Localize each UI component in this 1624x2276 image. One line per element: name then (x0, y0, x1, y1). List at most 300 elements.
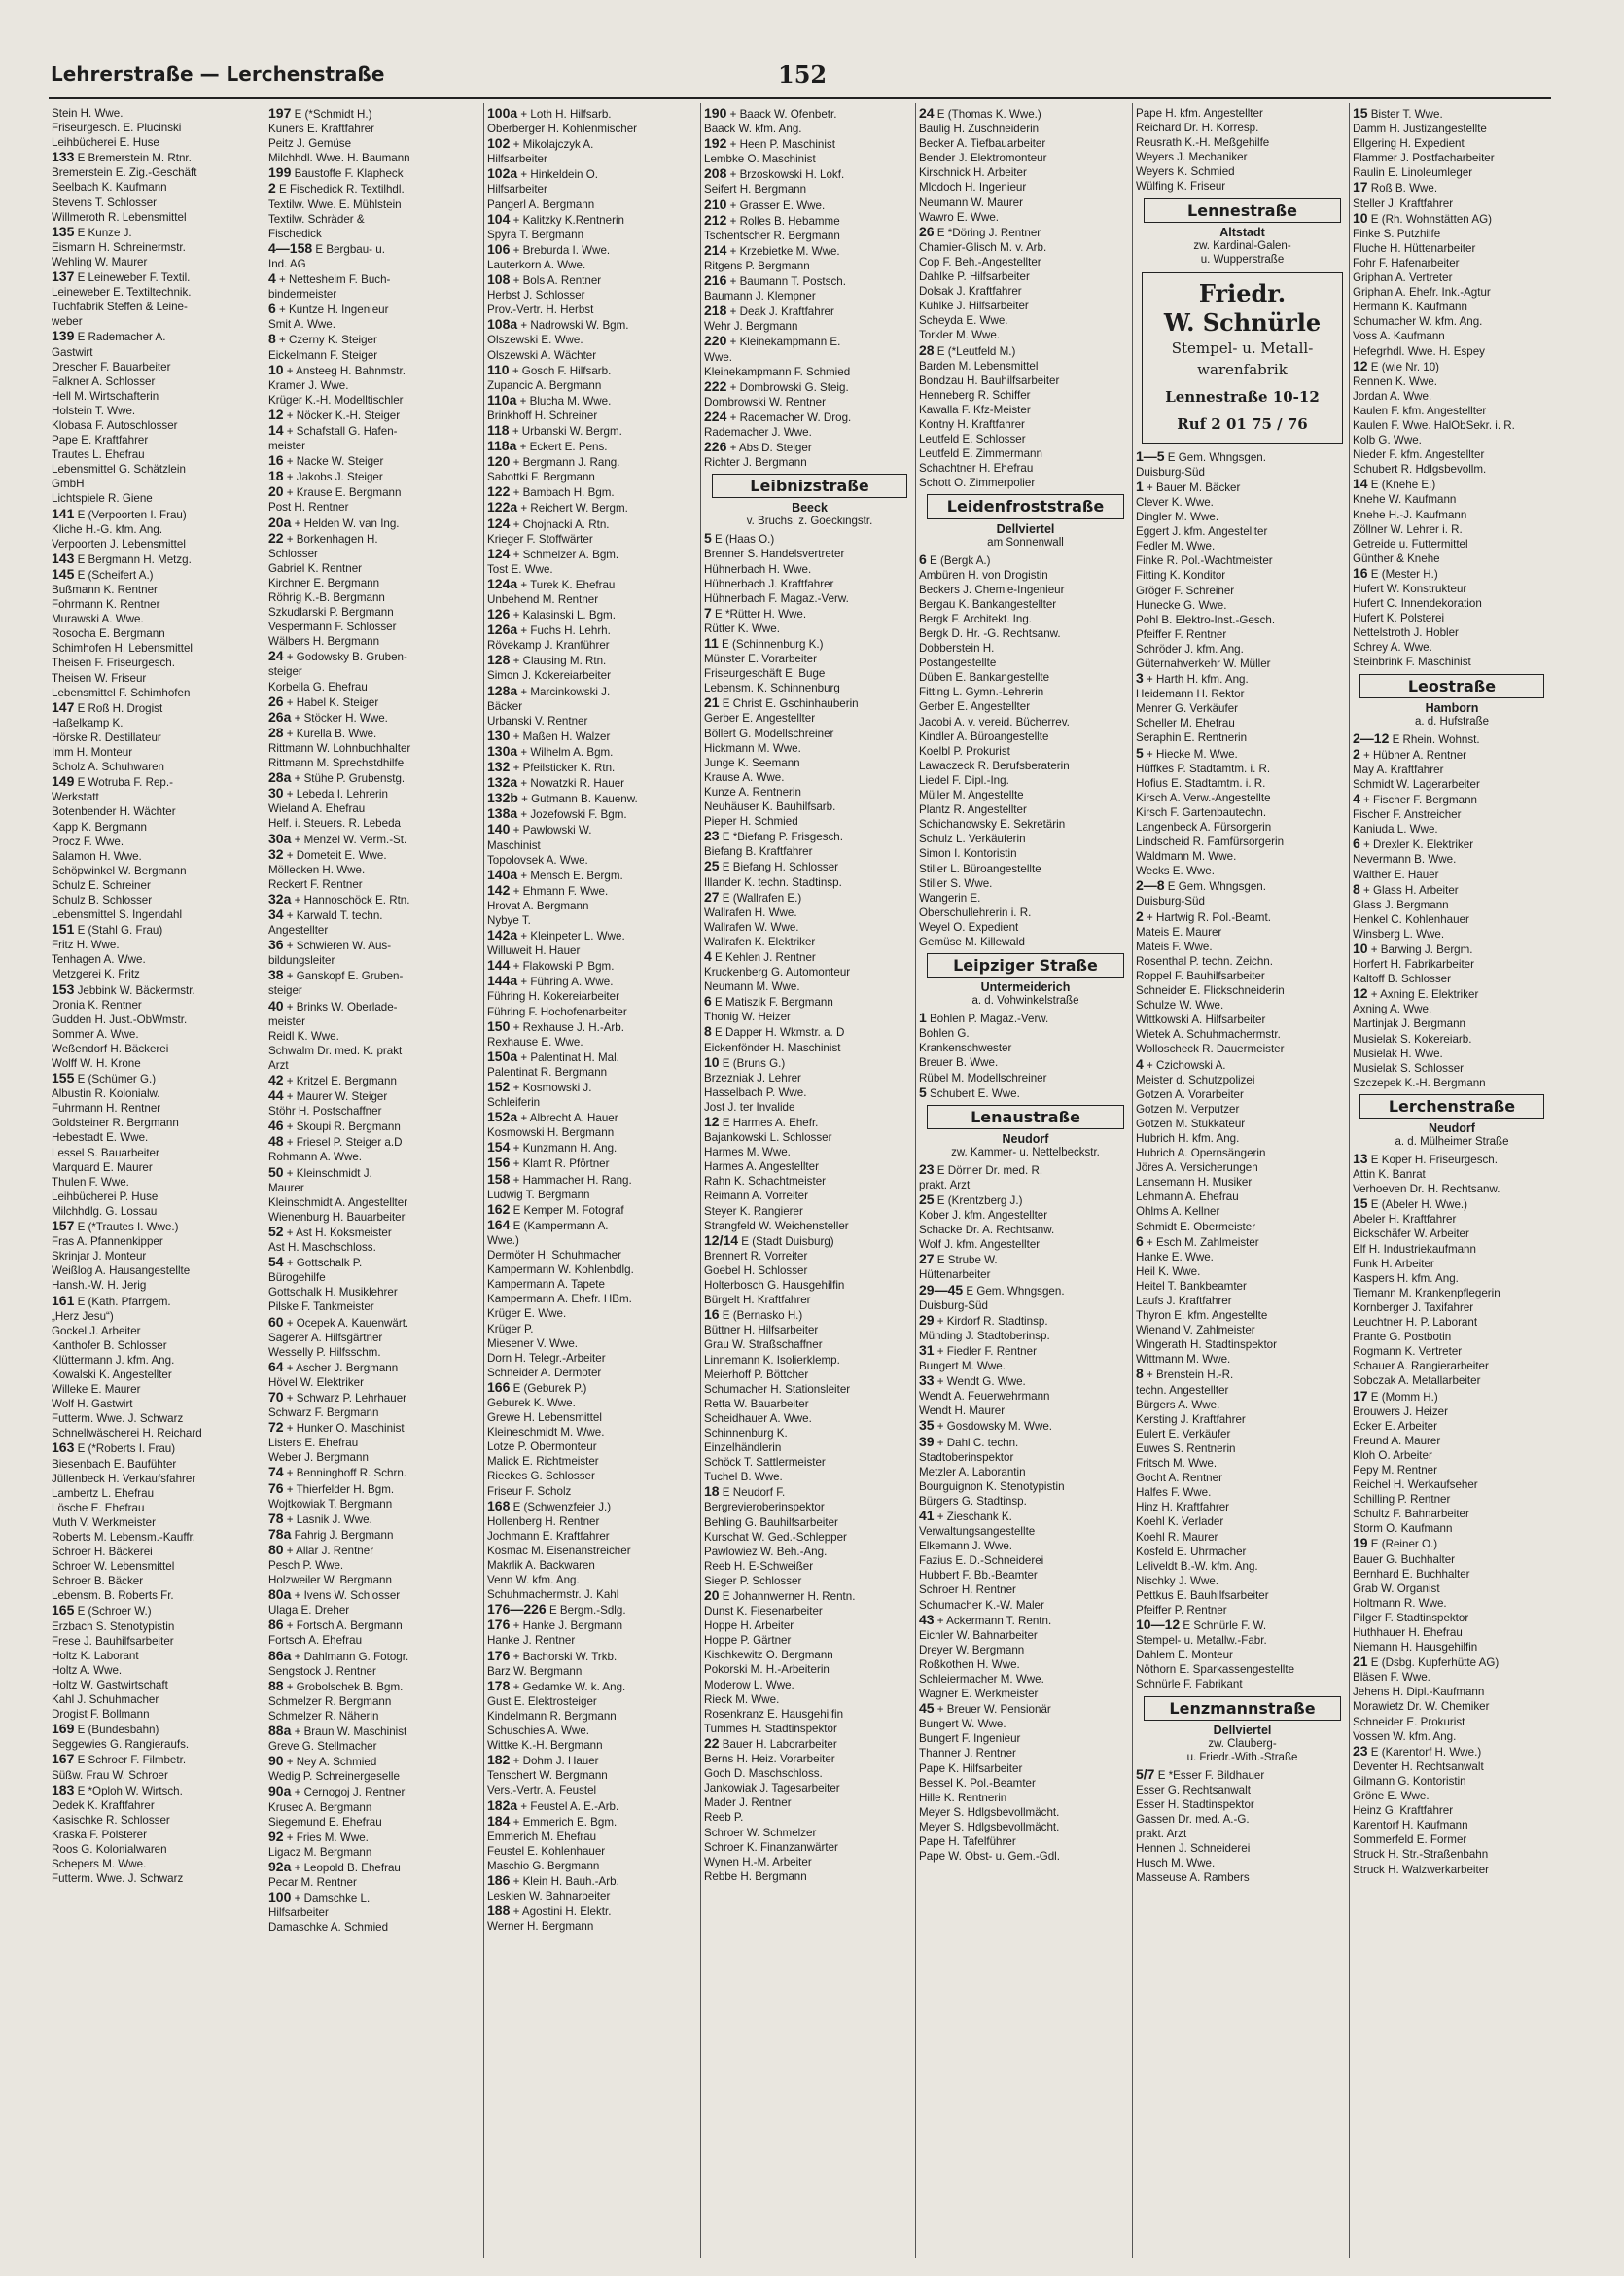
directory-entry: Hoppe P. Gärtner (704, 1634, 792, 1648)
street-heading: Lenaustraße (927, 1105, 1124, 1129)
directory-entry: Pape K. Hilfsarbeiter (919, 1761, 1023, 1775)
directory-entry: Wwe. (704, 350, 732, 364)
directory-entry: 32 + Dometeit E. Wwe. (268, 846, 387, 862)
directory-entry: Willmeroth R. Lebensmittel (52, 210, 187, 224)
directory-entry: Elf H. Industriekaufmann (1353, 1242, 1476, 1256)
directory-entry: Stöhr H. Postschaffner (268, 1105, 382, 1119)
directory-entry: 106 + Breburda I. Wwe. (487, 241, 611, 257)
directory-entry: Sengstock J. Rentner (268, 1664, 376, 1678)
directory-entry: Fritz H. Wwe. (52, 939, 120, 952)
street-section (919, 1105, 1132, 1865)
directory-entry: Hebestadt E. Wwe. (52, 1131, 149, 1145)
directory-entry: Stiller L. Büroangestellte (919, 862, 1041, 875)
street-bounds: u. Friedr.-With.-Straße (1186, 1751, 1298, 1763)
directory-entry: 5 E (Haas O.) (704, 531, 775, 547)
directory-entry: 23 E Dörner Dr. med. R. (919, 1161, 1043, 1177)
directory-entry: 222 + Dombrowski G. Steig. (704, 378, 849, 394)
directory-entry: Wolf H. Gastwirt (52, 1398, 133, 1411)
directory-entry: Metzler A. Laborantin (919, 1465, 1026, 1478)
directory-entry: Rieck M. Wwe. (704, 1692, 780, 1706)
directory-entry: Lotze P. Obermonteur (487, 1440, 597, 1454)
directory-entry: 166 E (Geburek P.) (487, 1379, 587, 1395)
directory-entry: Schulze W. Wwe. (1136, 999, 1224, 1013)
entry-block (1353, 106, 1551, 670)
directory-entry: 74 + Benninghoff R. Schrn. (268, 1465, 407, 1480)
directory-entry: 2 + Hartwig R. Pol.-Beamt. (1136, 908, 1271, 924)
directory-entry: Fitting L. Gymn.-Lehrerin (919, 686, 1044, 699)
directory-entry: 100a + Loth H. Hilfsarb. (487, 106, 612, 121)
directory-entry: Griphan A. Vertreter (1353, 271, 1453, 285)
directory-entry: Schumacher K.-W. Maler (919, 1598, 1044, 1612)
directory-entry: Klobasa F. Autoschlosser (52, 418, 178, 432)
directory-entry: Werner H. Bergmann (487, 1920, 594, 1934)
directory-entry: Roos G. Kolonialwaren (52, 1842, 167, 1856)
directory-entry: 20 + Krause E. Bergmann (268, 484, 402, 500)
directory-entry: 210 + Grasser E. Wwe. (704, 196, 826, 212)
directory-entry: Pape E. Kraftfahrer (52, 434, 149, 447)
directory-entry: 17 Roß B. Wwe. (1353, 180, 1438, 196)
directory-entry: 78 + Lasnik J. Wwe. (268, 1511, 372, 1526)
directory-entry: 165 E (Schroer W.) (52, 1603, 152, 1618)
directory-entry: Sommer A. Wwe. (52, 1027, 139, 1041)
directory-entry: Rövekamp J. Kranführer (487, 639, 610, 653)
directory-entry: Kowalski K. Angestellter (52, 1368, 172, 1381)
directory-entry: Heil K. Wwe. (1136, 1264, 1201, 1278)
directory-entry: Roppel F. Bauhilfsarbeiter (1136, 969, 1265, 982)
directory-entry: Weyers J. Mechaniker (1136, 151, 1248, 164)
street-location-info (704, 501, 915, 528)
directory-entry: 190 + Baack W. Ofenbetr. (704, 106, 837, 121)
street-heading: Lerchenstraße (1359, 1094, 1544, 1119)
directory-entry: Vespermann F. Schlosser (268, 621, 397, 634)
directory-entry: 13 E Koper H. Friseurgesch. (1353, 1152, 1498, 1166)
directory-entry: steiger (268, 984, 302, 998)
ad-address: Lennestraße 10-12 (1165, 387, 1320, 406)
directory-entry: 20a + Helden W. van Ing. (268, 515, 400, 530)
directory-entry: Axning A. Wwe. (1353, 1003, 1432, 1016)
directory-entry: 48 + Friesel P. Steiger a.D (268, 1134, 403, 1150)
directory-entry: Führing H. Kokereiarbeiter (487, 990, 619, 1004)
directory-entry: Ind. AG (268, 257, 306, 270)
street-location-info (919, 1132, 1132, 1159)
directory-entry: 5 + Hiecke M. Wwe. (1136, 745, 1238, 761)
advertisement-block (1136, 272, 1349, 444)
directory-entry: Greve G. Stellmacher (268, 1740, 377, 1754)
directory-entry: Eggert J. kfm. Angestellter (1136, 525, 1268, 539)
directory-entry: Bergrevieroberinspektor (704, 1501, 825, 1514)
directory-entry: Rahn K. Schachtmeister (704, 1175, 827, 1189)
directory-entry: Schinnenburg K. (704, 1426, 788, 1440)
directory-entry: 138a + Jozefowski F. Bgm. (487, 806, 627, 822)
directory-entry: Berns H. Heiz. Vorarbeiter (704, 1753, 835, 1766)
directory-entry: Schumacher W. kfm. Ang. (1353, 315, 1483, 329)
directory-entry: Hilfsarbeiter (487, 153, 547, 166)
directory-entry: Kontny H. Kraftfahrer (919, 417, 1025, 431)
directory-entry: 16 E (Bernasko H.) (704, 1307, 803, 1323)
directory-entry: 124a + Turek K. Ehefrau (487, 576, 616, 591)
directory-entry: Korbella G. Ehefrau (268, 680, 368, 693)
directory-entry: Schöpwinkel W. Bergmann (52, 864, 187, 877)
directory-entry: Rosenthal P. techn. Zeichn. (1136, 954, 1273, 968)
directory-entry: Leineweber E. Textiltechnik. (52, 286, 192, 300)
directory-entry: Bäcker (487, 699, 523, 713)
directory-entry: Fischer F. Anstreicher (1353, 808, 1462, 822)
street-heading: Lennestraße (1144, 198, 1341, 223)
directory-entry: Meierhoff P. Böttcher (704, 1368, 809, 1381)
directory-entry: meister (268, 440, 306, 453)
directory-entry: Maschio G. Bergmann (487, 1859, 600, 1872)
directory-entry: 6 E Matiszik F. Bergmann (704, 994, 833, 1010)
directory-entry: Bohlen G. (919, 1027, 970, 1041)
directory-entry: Kliche H.-G. kfm. Ang. (52, 522, 163, 536)
directory-entry: 30 + Lebeda I. Lehrerin (268, 786, 388, 801)
directory-entry: 90a + Cernogoj J. Rentner (268, 1784, 406, 1799)
directory-entry: Knehe W. Kaufmann (1353, 493, 1457, 507)
directory-entry: 17 E (Momm H.) (1353, 1388, 1438, 1404)
directory-entry: Hubrich H. kfm. Ang. (1136, 1131, 1240, 1145)
directory-entry: 26a + Stöcker H. Wwe. (268, 709, 388, 725)
directory-entry: 124 + Chojnacki A. Rtn. (487, 516, 610, 531)
directory-entry: Zupancic A. Bergmann (487, 378, 602, 392)
directory-entry: Deventer H. Rechtsanwalt (1353, 1760, 1484, 1773)
entry-block (487, 106, 700, 1934)
directory-entry: 36 + Schwieren W. Aus- (268, 938, 392, 953)
directory-entry: Pfeiffer F. Rentner (1136, 627, 1227, 641)
directory-entry: Jost J. ter Invalide (704, 1100, 795, 1114)
directory-entry: 199 Baustoffe F. Klapheck (268, 165, 404, 181)
directory-entry: meister (268, 1014, 306, 1028)
directory-entry: Husch M. Wwe. (1136, 1857, 1216, 1870)
street-section (1353, 674, 1551, 1090)
directory-entry: 186 + Klein H. Bauh.-Arb. (487, 1872, 619, 1888)
directory-entry: 161 E (Kath. Pfarrgem. (52, 1293, 171, 1308)
directory-entry: Kaniuda L. Wwe. (1353, 823, 1438, 836)
directory-entry: Kramer J. Wwe. (268, 378, 349, 392)
directory-entry: Gröne E. Wwe. (1353, 1790, 1430, 1803)
directory-entry: Kober J. kfm. Angestellter (919, 1209, 1048, 1223)
directory-entry: 12 E Harmes A. Ehefr. (704, 1115, 819, 1129)
directory-entry: 168 E (Schwenzfeier J.) (487, 1498, 612, 1513)
directory-entry: Huthhauer H. Ehefrau (1353, 1626, 1463, 1639)
directory-entry: Hühnerbach F. Magaz.-Verw. (704, 591, 849, 605)
directory-entry: Lebensmittel F. Schimhofen (52, 686, 191, 699)
directory-entry: Hell M. Wirtschafterin (52, 389, 159, 403)
directory-entry: Brzezniak J. Lehrer (704, 1071, 801, 1085)
directory-entry: Schuschies A. Wwe. (487, 1725, 590, 1738)
directory-entry: 24 E (Thomas K. Wwe.) (919, 106, 1041, 121)
directory-entry: Seelbach K. Kaufmann (52, 181, 167, 195)
directory-entry: Prante G. Postbotin (1353, 1331, 1452, 1344)
directory-entry: Nöthorn E. Sparkassengestellte (1136, 1663, 1295, 1677)
directory-column (1133, 103, 1350, 2258)
directory-entry: Theisen F. Friseurgesch. (52, 657, 175, 670)
directory-entry: 150a + Palentinat H. Mal. (487, 1049, 619, 1064)
directory-entry: Seraphin E. Rentnerin (1136, 731, 1248, 745)
directory-entry: 102a + Hinkeldein O. (487, 166, 598, 182)
directory-entry: Theisen W. Friseur (52, 671, 147, 685)
directory-entry: Murawski A. Wwe. (52, 613, 144, 626)
directory-entry: 102 + Mikolajczyk A. (487, 136, 594, 152)
directory-entry: Rittmann M. Sprechstdhilfe (268, 757, 405, 770)
directory-entry: Duisburg-Süd (919, 1298, 988, 1312)
directory-entry: Schröder J. kfm. Ang. (1136, 642, 1244, 656)
directory-column (1350, 103, 1551, 2258)
directory-entry: Getreide u. Futtermittel (1353, 537, 1468, 551)
directory-entry: 6 + Drexler K. Elektriker (1353, 836, 1474, 852)
directory-entry: Heitel T. Bankbeamter (1136, 1279, 1247, 1293)
directory-entry: Schroer W. Schmelzer (704, 1826, 817, 1839)
directory-entry: Reeb H. E-Schweißer (704, 1559, 814, 1573)
directory-entry: Bajankowski L. Schlosser (704, 1131, 832, 1145)
directory-entry: Fortsch A. Ehefrau (268, 1634, 363, 1648)
directory-entry: 16 + Nacke W. Steiger (268, 453, 384, 469)
directory-entry: Krüger E. Wwe. (487, 1307, 567, 1321)
directory-entry: Pieper H. Schmied (704, 815, 798, 829)
street-section (1136, 198, 1349, 267)
directory-entry: 132b + Gutmann B. Kauenw. (487, 791, 638, 806)
directory-entry: Bungert F. Ingenieur (919, 1732, 1021, 1746)
directory-entry: Wieland A. Ehefrau (268, 802, 366, 816)
directory-entry: Musielak S. Kokereiarb. (1353, 1032, 1472, 1046)
directory-entry: Kosfeld E. Uhrmacher (1136, 1545, 1247, 1558)
directory-entry: Bergk F. Architekt. Ing. (919, 612, 1032, 625)
directory-entry: Vossen W. kfm. Ang. (1353, 1729, 1457, 1743)
directory-entry: Schroer H. Rentner (919, 1583, 1016, 1597)
directory-entry: Reckert F. Rentner (268, 877, 363, 891)
directory-entry: Weber J. Bergmann (268, 1451, 369, 1465)
directory-entry: 22 + Borkenhagen H. (268, 530, 378, 546)
directory-entry: Wallrafen H. Wwe. (704, 906, 797, 919)
directory-entry: Lembke O. Maschinist (704, 153, 816, 166)
directory-entry: 188 + Agostini H. Elektr. (487, 1903, 612, 1919)
directory-entry: 154 + Kunzmann H. Ang. (487, 1140, 618, 1156)
directory-entry: Bußmann K. Rentner (52, 584, 158, 596)
directory-entry: Funk H. Arbeiter (1353, 1257, 1434, 1270)
directory-entry: Kawalla F. Kfz-Meister (919, 403, 1031, 416)
directory-entry: Milchhdl. Wwe. H. Baumann (268, 152, 410, 165)
directory-entry: 10 + Barwing J. Bergm. (1353, 941, 1473, 956)
directory-entry: Rexhause E. Wwe. (487, 1035, 583, 1049)
directory-entry: 28 + Kurella B. Wwe. (268, 725, 377, 740)
directory-entry: 141 E (Verpoorten I. Frau) (52, 506, 187, 521)
directory-entry: Leihbücherei E. Huse (52, 136, 159, 150)
directory-entry: Neumann W. Maurer (919, 196, 1023, 209)
directory-entry: Weyel O. Expedient (919, 920, 1019, 934)
directory-entry: Kirschnick H. Arbeiter (919, 166, 1027, 180)
directory-entry: Hinz H. Kraftfahrer (1136, 1501, 1229, 1514)
directory-entry: 23 E *Biefang P. Frisgesch. (704, 829, 843, 844)
directory-entry: Weißlog A. Hausangestellte (52, 1264, 191, 1278)
directory-entry: „Herz Jesu“) (52, 1309, 114, 1323)
directory-entry: 86 + Fortsch A. Bergmann (268, 1618, 403, 1633)
directory-entry: Steyer K. Rangierer (704, 1204, 803, 1218)
directory-entry: 182 + Dohm J. Hauer (487, 1753, 599, 1768)
directory-entry: Pawlowiez W. Beh.-Ang. (704, 1545, 828, 1558)
directory-entry: 218 + Deak J. Kraftfahrer (704, 303, 834, 319)
directory-entry: Skrinjar J. Monteur (52, 1250, 147, 1263)
directory-entry: bindermeister (268, 288, 337, 302)
directory-entry: Kosmac M. Eisenanstreicher (487, 1544, 631, 1557)
directory-entry: Harmes A. Angestellter (704, 1160, 819, 1174)
directory-entry: Eulert E. Verkäufer (1136, 1427, 1231, 1440)
directory-entry: Rennen K. Wwe. (1353, 374, 1437, 388)
directory-entry: Barz W. Bergmann (487, 1664, 583, 1678)
directory-entry: 212 + Rolles B. Hebamme (704, 212, 840, 228)
directory-entry: Reichel H. Werkaufseher (1353, 1478, 1478, 1492)
directory-entry: Kaltoff B. Schlosser (1353, 973, 1451, 986)
directory-entry: Hubrich A. Opernsängerin (1136, 1147, 1266, 1160)
directory-entry: Jöres A. Versicherungen (1136, 1161, 1258, 1175)
directory-entry: Eichler W. Bahnarbeiter (919, 1628, 1038, 1642)
directory-entry: Palentinat R. Bergmann (487, 1065, 608, 1079)
directory-entry: Botenbender H. Wächter (52, 805, 176, 819)
directory-entry: Raulin E. Linoleumleger (1353, 166, 1473, 180)
directory-entry: Düben E. Bankangestellte (919, 671, 1050, 685)
directory-entry: 6 E (Bergk A.) (919, 551, 991, 567)
directory-entry: 21 E (Dsbg. Kupferhütte AG) (1353, 1654, 1500, 1670)
directory-entry: 156 + Klamt R. Pförtner (487, 1156, 610, 1171)
directory-entry: Reeb P. (704, 1811, 744, 1825)
directory-entry: 8 + Glass H. Arbeiter (1353, 881, 1459, 897)
directory-entry: Hollenberg H. Rentner (487, 1514, 600, 1528)
company-advertisement (1142, 272, 1343, 444)
directory-entry: Dorn H. Telegr.-Arbeiter (487, 1351, 606, 1365)
directory-entry: Holtmann R. Wwe. (1353, 1596, 1447, 1610)
directory-entry: Tenschert W. Bergmann (487, 1769, 608, 1783)
directory-entry: Kleinekampmann F. Schmied (704, 365, 851, 378)
directory-entry: Fras A. Pfannenkipper (52, 1235, 163, 1249)
directory-entry: 208 + Brzoskowski H. Lokf. (704, 166, 845, 182)
directory-entry: Klüttermann J. kfm. Ang. (52, 1353, 175, 1367)
directory-entry: Postangestellte (919, 657, 997, 670)
directory-entry: Hunecke G. Wwe. (1136, 598, 1227, 612)
directory-entry: techn. Angestellter (1136, 1383, 1229, 1397)
directory-entry: 21 E Christ E. Gschinhauberin (704, 695, 859, 711)
directory-entry: Grau W. Straßschaffner (704, 1338, 823, 1352)
directory-entry: Kleinschmidt A. Angestellter (268, 1195, 408, 1209)
street-heading: Leidenfroststraße (927, 494, 1124, 518)
directory-entry: Hufert K. Polsterei (1353, 612, 1445, 625)
directory-entry: 25 E Biefang H. Schlosser (704, 859, 839, 874)
directory-entry: Meyer S. Hdlgsbevollmächt. (919, 1820, 1060, 1833)
directory-entry: 40 + Brinks W. Oberlade- (268, 998, 398, 1014)
directory-entry: Cop F. Beh.-Angestellter (919, 255, 1041, 268)
directory-entry: Bürgers G. Stadtinsp. (919, 1494, 1027, 1508)
directory-entry: Abeler H. Kraftfahrer (1353, 1213, 1457, 1227)
directory-entry: Röhrig K.-B. Bergmann (268, 591, 385, 604)
district-name: Neudorf (1002, 1131, 1049, 1146)
directory-entry: 110 + Gosch F. Hilfsarb. (487, 362, 612, 377)
directory-entry: 152 + Kosmowski J. (487, 1080, 592, 1094)
directory-entry: Kirchner E. Bergmann (268, 576, 380, 589)
directory-entry: Kasischke R. Schlosser (52, 1813, 170, 1827)
directory-entry: Roßkothen H. Wwe. (919, 1657, 1020, 1671)
directory-entry: Gassen Dr. med. A.-G. (1136, 1812, 1250, 1826)
directory-entry: Simon I. Kontoristin (919, 847, 1017, 861)
directory-entry: Martinjak J. Bergmann (1353, 1017, 1465, 1031)
directory-entry: Wienand V. Zahlmeister (1136, 1324, 1255, 1337)
directory-entry: Musielak H. Wwe. (1353, 1047, 1443, 1060)
directory-entry: Scheyda E. Wwe. (919, 314, 1008, 328)
directory-entry: Tuchfabrik Steffen & Leine- (52, 301, 188, 314)
directory-entry: Schleiferin (487, 1096, 541, 1110)
directory-entry: Goch D. Maschschloss. (704, 1767, 823, 1781)
directory-entry: Pilger F. Stadtinspektor (1353, 1611, 1469, 1624)
directory-entry: Möllecken H. Wwe. (268, 863, 366, 876)
directory-entry: Tuchel B. Wwe. (704, 1471, 783, 1484)
directory-entry: 60 + Ocepek A. Kauenwärt. (268, 1314, 409, 1330)
directory-entry: Kurschat W. Ged.-Schlepper (704, 1530, 847, 1544)
directory-entry: Dahlke P. Hilfsarbeiter (919, 270, 1030, 284)
directory-entry: Masseuse A. Rambers (1136, 1871, 1250, 1885)
directory-entry: Tenhagen A. Wwe. (52, 953, 146, 967)
ad-phone: Ruf 2 01 75 / 76 (1177, 414, 1308, 433)
directory-entry: Bungert M. Wwe. (919, 1360, 1006, 1373)
street-bounds: a. d. Vohwinkelstraße (971, 995, 1079, 1008)
directory-entry: Thyron E. kfm. Angestellte (1136, 1309, 1268, 1323)
directory-entry: Einzelhändlerin (704, 1441, 782, 1455)
directory-entry: 64 + Ascher J. Bergmann (268, 1359, 399, 1374)
directory-entry: Schlosser (268, 547, 318, 560)
directory-entry: Walther E. Hauer (1353, 868, 1439, 881)
directory-entry: Gastwirt (52, 345, 93, 359)
directory-entry: Hüffkes P. Stadtamtm. i. R. (1136, 762, 1271, 775)
directory-entry: 2—8 E Gem. Whngsgen. (1136, 878, 1266, 894)
directory-entry: Güternahverkehr W. Müller (1136, 657, 1271, 670)
directory-entry: Lansemann H. Musiker (1136, 1176, 1253, 1190)
directory-entry: Nischky J. Wwe. (1136, 1574, 1219, 1587)
directory-entry: Reusrath K.-H. Meßgehilfe (1136, 136, 1270, 150)
directory-entry: Ohlms A. Kellner (1136, 1205, 1220, 1219)
directory-entry: 50 + Kleinschmidt J. (268, 1164, 372, 1180)
entry-block (1136, 106, 1349, 195)
directory-entry: Lebensm. B. Roberts Fr. (52, 1589, 174, 1603)
directory-entry: Holtz K. Laborant (52, 1649, 139, 1662)
directory-entry: Koehl K. Verlader (1136, 1515, 1224, 1529)
directory-entry: Stadtoberinspektor (919, 1450, 1014, 1464)
directory-entry: 24 + Godowsky B. Gruben- (268, 649, 407, 664)
directory-entry: Wagner E. Werkmeister (919, 1688, 1039, 1701)
directory-entry: Hille K. Rentnerin (919, 1791, 1007, 1804)
directory-entry: Prov.-Vertr. H. Herbst (487, 303, 594, 317)
directory-entry: Kornberger J. Taxifahrer (1353, 1300, 1474, 1314)
directory-entry: Jochmann E. Kraftfahrer (487, 1529, 610, 1543)
directory-entry: Esser G. Rechtsanwalt (1136, 1783, 1251, 1796)
street-section (919, 494, 1132, 949)
directory-entry: Heinz G. Kraftfahrer (1353, 1804, 1454, 1818)
directory-entry: 144a + Führing A. Wwe. (487, 974, 614, 989)
directory-entry: Hühnerbach J. Kraftfahrer (704, 577, 834, 590)
directory-entry: Hilfsarbeiter (487, 183, 547, 196)
directory-entry: Schachtner H. Ehefrau (919, 462, 1034, 476)
directory-entry: Reidl K. Wwe. (268, 1029, 339, 1043)
directory-entry: Tummes H. Stadtinspektor (704, 1722, 837, 1735)
directory-entry: 12 E (wie Nr. 10) (1353, 358, 1440, 373)
directory-entry: Seggewies G. Rangieraufs. (52, 1738, 190, 1752)
directory-entry: 132a + Nowatzki R. Hauer (487, 775, 625, 791)
street-heading: Leostraße (1359, 674, 1544, 698)
directory-entry: Gudden H. Just.-ObWmstr. (52, 1013, 188, 1026)
directory-entry: Hanke E. Wwe. (1136, 1250, 1214, 1263)
directory-entry: Euwes S. Rentnerin (1136, 1441, 1236, 1455)
directory-entry: Waldmann M. Wwe. (1136, 850, 1237, 864)
directory-entry: Fuhrmann H. Rentner (52, 1102, 161, 1116)
directory-entry: Schulz E. Schreiner (52, 878, 151, 892)
directory-entry: Leihbücherei P. Huse (52, 1190, 159, 1203)
directory-entry: Kampermann A. Tapete (487, 1278, 605, 1292)
directory-entry: Bernhard E. Buchhalter (1353, 1567, 1470, 1581)
directory-entry: Gröger F. Schreiner (1136, 584, 1235, 597)
